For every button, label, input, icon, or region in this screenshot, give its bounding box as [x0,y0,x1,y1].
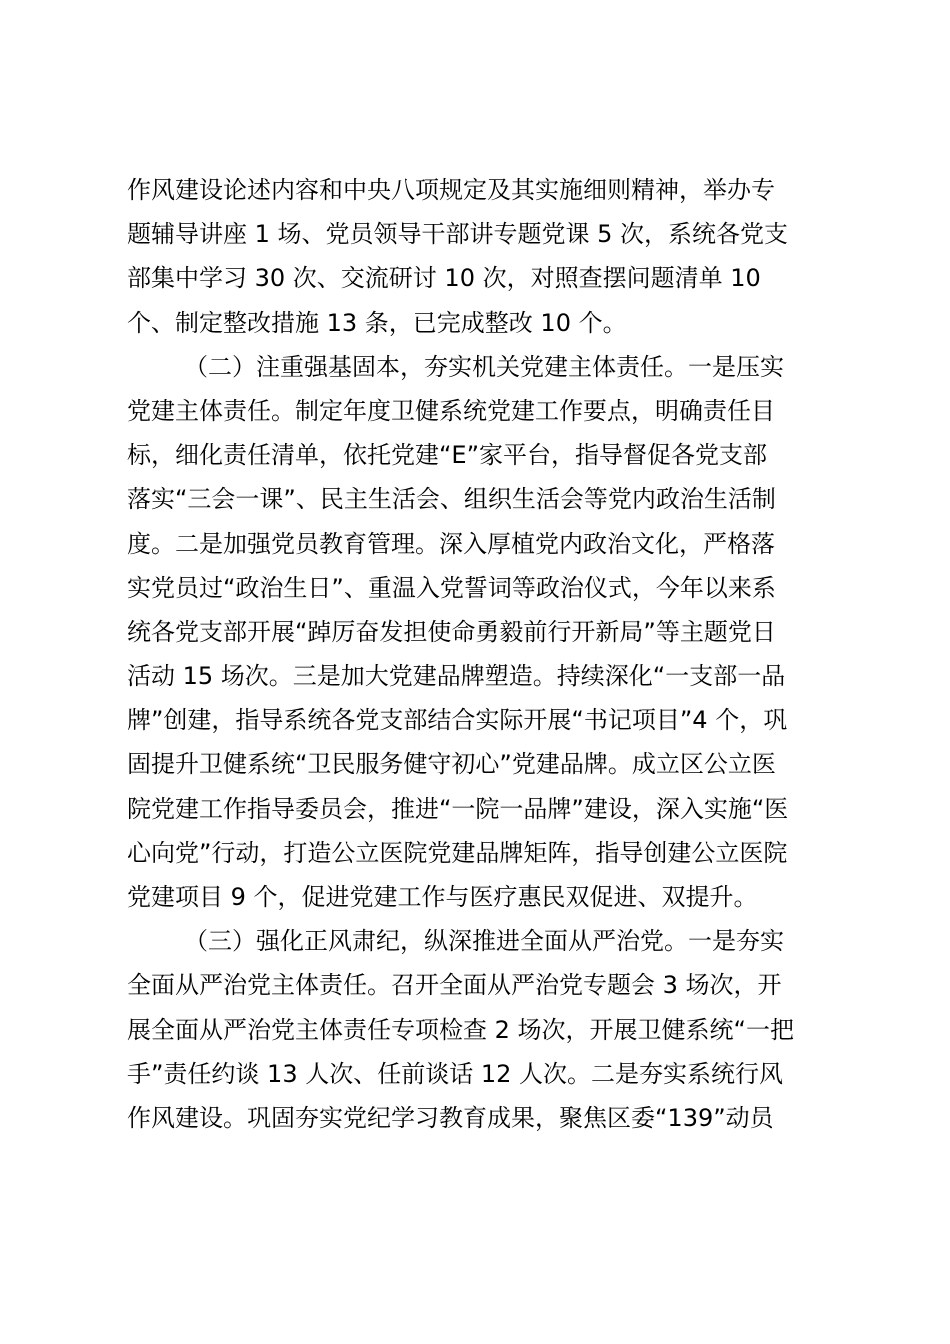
text-line: 个、制定整改措施 13 条，已完成整改 10 个。 [127,308,627,337]
text-line: 度。二是加强党员教育管理。深入厚植党内政治文化，严格落 [127,529,775,558]
text-line: 作风建设。巩固夯实党纪学习教育成果，聚焦区委“139”动员 [127,1103,774,1132]
text-line: 实党员过“政治生日”、重温入党誓词等政治仪式，今年以来系 [127,573,776,602]
text-line: 院党建工作指导委员会，推进“一院一品牌”建设，深入实施“医 [127,794,789,823]
text-line: 固提升卫健系统“卫民服务健守初心”党建品牌。成立区公立医 [127,750,776,779]
text-line: 全面从严治党主体责任。召开全面从严治党专题会 3 场次，开 [127,971,782,1000]
text-line: 心向党”行动，打造公立医院党建品牌矩阵，指导创建公立医院 [127,838,788,867]
text-line: 党建主体责任。制定年度卫健系统党建工作要点，明确责任目 [127,396,775,425]
section-heading-line: （三）强化正风肃纪，纵深推进全面从严治党。一是夯实 [184,927,784,956]
text-line: 部集中学习 30 次、交流研讨 10 次，对照查摆问题清单 10 [127,264,761,293]
text-line: 活动 15 场次。三是加大党建品牌塑造。持续深化“一支部一品 [127,662,786,691]
text-line: 标，细化责任清单，依托党建“E”家平台，指导督促各党支部 [127,441,768,470]
body-text [127,168,847,1140]
text-line: 牌”创建，指导系统各党支部结合实际开展“书记项目”4 个，巩 [127,706,788,735]
text-line: 展全面从严治党主体责任专项检查 2 场次，开展卫健系统“一把 [127,1015,794,1044]
text-line: 党建项目 9 个，促进党建工作与医疗惠民双促进、双提升。 [127,883,758,911]
text-line: 题辅导讲座 1 场、党员领导干部讲专题党课 5 次，系统各党支 [127,220,789,249]
section-heading-line: （二）注重强基固本，夯实机关党建主体责任。一是压实 [184,352,784,381]
text-line: 落实“三会一课”、民主生活会、组织生活会等党内政治生活制 [127,485,776,514]
text-line: 统各党支部开展“踔厉奋发担使命勇毅前行开新局”等主题党日 [127,617,776,646]
text-line: 作风建设论述内容和中央八项规定及其实施细则精神，举办专 [127,176,775,204]
text-line: 手”责任约谈 13 人次、任前谈话 12 人次。二是夯实系统行风 [127,1059,784,1088]
